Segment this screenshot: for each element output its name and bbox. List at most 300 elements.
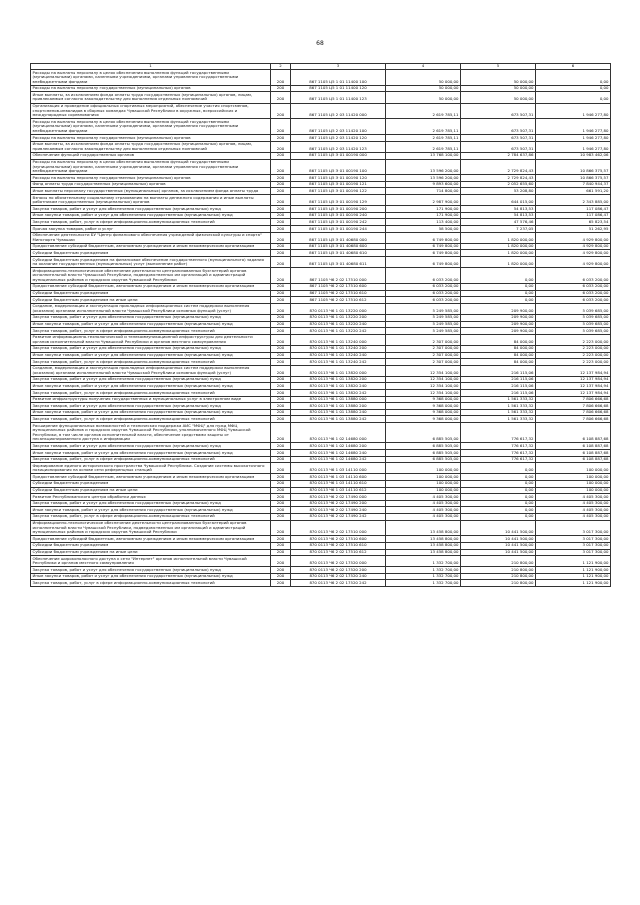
line-code-cell: 200 (271, 345, 291, 352)
approved-amount-cell: 100 000,00 (386, 463, 461, 474)
unexecuted-amount-cell: 117 086,47 (536, 206, 611, 213)
table-row (31, 567, 611, 574)
expense-name-cell: Обеспечение широкополосного доступа к сети "Интернет" органов исполнительной власти Чувашской Республики и органов местного самоуправления (31, 556, 271, 567)
unexecuted-amount-cell: 1 946 277,80 (536, 119, 611, 135)
approved-amount-cell: 4 405 300,00 (386, 494, 461, 501)
approved-amount-cell: 13 458 800,00 (386, 542, 461, 549)
line-code-cell: 200 (271, 456, 291, 463)
executed-amount-cell: 0,00 (461, 487, 536, 494)
expense-name-cell: Информационно-технологическое обеспечение деятельности централизованных бухгалтерий органов исполнительной власти Чувашской Республики, подведомственных им организаций и администраций муниципальных районов и городских округов Чувашской Республики (31, 268, 271, 284)
budget-classification-code-cell: 867 1105 Ц5 2 03 11420 100 (291, 119, 386, 135)
executed-amount-cell: 209 900,00 (461, 303, 536, 314)
table-row (31, 513, 611, 520)
approved-amount-cell: 6 749 800,00 (386, 257, 461, 268)
unexecuted-amount-cell: 1 121 900,00 (536, 573, 611, 580)
expense-name-cell: Предоставление субсидий бюджетным, автономным учреждениям и иным некоммерческим организациям (31, 243, 271, 250)
table-row (31, 257, 611, 268)
table-row (31, 383, 611, 390)
unexecuted-amount-cell: 5 039 685,00 (536, 303, 611, 314)
table-row (31, 450, 611, 457)
executed-amount-cell: 776 617,32 (461, 450, 536, 457)
unexecuted-amount-cell: 0,00 (536, 92, 611, 103)
budget-classification-code-cell: 870 0113 Ч6 2 02 17490 242 (291, 513, 386, 520)
approved-amount-cell: 6 033 200,00 (386, 297, 461, 304)
executed-amount-cell: 216 115,06 (461, 390, 536, 397)
approved-amount-cell: 1 332 700,00 (386, 573, 461, 580)
table-row (31, 520, 611, 536)
line-code-cell: 200 (271, 283, 291, 290)
unexecuted-amount-cell: 100 000,00 (536, 463, 611, 474)
line-code-cell: 200 (271, 85, 291, 92)
expense-name-cell: Организация и проведение официальных спортивных мероприятий, обеспечение участия спортсменов, спортсменов-инвалидов в сборных командах Чувашской Республики в окружных, всероссийских и международных соревнованиях (31, 103, 271, 119)
table-row (31, 232, 611, 243)
expense-name-cell: Субсидии бюджетным учреждениям на иные цели (31, 549, 271, 556)
approved-amount-cell: 5 249 585,00 (386, 328, 461, 335)
line-code-cell: 200 (271, 334, 291, 345)
table-row (31, 474, 611, 481)
unexecuted-amount-cell: 2 223 000,00 (536, 334, 611, 345)
budget-classification-code-cell: 867 1105 Ц5 Э 01 00190 242 (291, 219, 386, 226)
expense-name-cell: Закупка товаров, работ, услуг в сфере информационно-коммуникационных технологий (31, 513, 271, 520)
table-row (31, 70, 611, 86)
executed-amount-cell: 2 784 637,86 (461, 152, 536, 159)
expense-name-cell: Субсидии бюджетным учреждениям на иные цели (31, 297, 271, 304)
budget-classification-code-cell: 870 0113 Ч6 1 01 13240 242 (291, 359, 386, 366)
expense-name-cell: Развитие инфраструктуры получения государственных и муниципальных услуг в электронном виде (31, 396, 271, 403)
executed-amount-cell: 673 507,31 (461, 141, 536, 152)
unexecuted-amount-cell: 6 033 200,00 (536, 268, 611, 284)
approved-amount-cell: 9 368 000,00 (386, 416, 461, 423)
table-row (31, 219, 611, 226)
table-row (31, 206, 611, 213)
budget-classification-code-cell: 867 1105 Ц5 Э 01 00190 000 (291, 152, 386, 159)
expense-name-cell: Субсидии бюджетным учреждениям (31, 250, 271, 257)
expense-name-cell: Закупка товаров, работ и услуг для обеспечения государственных (муниципальных) нужд (31, 567, 271, 574)
budget-classification-code-cell: 870 0113 Ч6 2 02 17510 000 (291, 520, 386, 536)
column-number: 2 (271, 64, 291, 70)
expense-name-cell: Закупка товаров, работ и услуг для обеспечения государственных (муниципальных) нужд (31, 206, 271, 213)
line-code-cell: 200 (271, 226, 291, 233)
expense-name-cell: Закупка товаров, работ и услуг для обеспечения государственных (муниципальных) нужд (31, 500, 271, 507)
executed-amount-cell: 210 800,00 (461, 580, 536, 587)
approved-amount-cell: 50 000,00 (386, 92, 461, 103)
executed-amount-cell: 210 800,00 (461, 567, 536, 574)
column-number: 4 (386, 64, 461, 70)
approved-amount-cell: 4 405 300,00 (386, 507, 461, 514)
executed-amount-cell: 0,00 (461, 463, 536, 474)
expense-name-cell: Субсидии бюджетным учреждениям (31, 480, 271, 487)
approved-amount-cell: 4 405 300,00 (386, 513, 461, 520)
line-code-cell: 200 (271, 520, 291, 536)
approved-amount-cell: 9 368 000,00 (386, 403, 461, 410)
table-row (31, 188, 611, 195)
line-code-cell: 200 (271, 409, 291, 416)
budget-classification-code-cell: 867 1105 Ц5 Э 01 00190 100 (291, 159, 386, 175)
budget-classification-code-cell: 870 0113 Ч6 2 02 17520 200 (291, 567, 386, 574)
line-code-cell: 200 (271, 212, 291, 219)
line-code-cell: 200 (271, 450, 291, 457)
approved-amount-cell: 12 354 100,00 (386, 390, 461, 397)
approved-amount-cell: 1 332 700,00 (386, 580, 461, 587)
line-code-cell: 200 (271, 119, 291, 135)
expense-name-cell: Создание, модернизация и эксплуатация прикладных информационных систем поддержки выполнения (оказания) органами исполнительной власти Чувашской Республики основных функций (услуг) (31, 365, 271, 376)
line-code-cell: 200 (271, 243, 291, 250)
table-row (31, 328, 611, 335)
table-row (31, 152, 611, 159)
expense-name-cell: Иные выплаты, за исключением фонда оплаты труда государственных (муниципальных) органов, лицам, привлекаемым согласно законодательству для выполнения отдельных полномочий (31, 92, 271, 103)
table-row (31, 345, 611, 352)
table-row (31, 365, 611, 376)
unexecuted-amount-cell: 12 137 984,94 (536, 376, 611, 383)
budget-classification-code-cell: 870 0113 Ч6 2 02 17490 200 (291, 500, 386, 507)
expense-name-cell: Закупка товаров, работ, услуг в сфере информационно-коммуникационных технологий (31, 580, 271, 587)
line-code-cell: 200 (271, 219, 291, 226)
budget-classification-code-cell: 870 0113 Ч6 1 01 13880 200 (291, 403, 386, 410)
approved-amount-cell: 12 354 100,00 (386, 383, 461, 390)
line-code-cell: 200 (271, 443, 291, 450)
line-code-cell: 200 (271, 423, 291, 443)
unexecuted-amount-cell: 4 405 300,00 (536, 500, 611, 507)
budget-classification-code-cell: 870 0113 Ч6 1 01 13880 242 (291, 416, 386, 423)
expense-name-cell: Расходы на выплаты персоналу государственных (муниципальных) органов (31, 85, 271, 92)
approved-amount-cell: 2 987 900,00 (386, 195, 461, 206)
executed-amount-cell: 1 561 333,32 (461, 403, 536, 410)
executed-amount-cell: 1 820 000,00 (461, 243, 536, 250)
line-code-cell: 200 (271, 573, 291, 580)
budget-classification-code-cell: 867 1105 Ч6 2 02 17510 610 (291, 290, 386, 297)
line-code-cell: 200 (271, 268, 291, 284)
unexecuted-amount-cell: 10 866 375,57 (536, 159, 611, 175)
line-code-cell: 200 (271, 463, 291, 474)
expense-name-cell: Предоставление субсидий бюджетным, автономным учреждениям и иным некоммерческим организациям (31, 536, 271, 543)
unexecuted-amount-cell: 7 806 666,68 (536, 409, 611, 416)
executed-amount-cell: 210 800,00 (461, 573, 536, 580)
budget-classification-code-cell: 870 0113 Ч6 1 02 14680 240 (291, 450, 386, 457)
approved-amount-cell: 113 400,00 (386, 219, 461, 226)
executed-amount-cell: 54 813,53 (461, 212, 536, 219)
line-code-cell: 200 (271, 365, 291, 376)
budget-classification-code-cell: 870 0113 Ч6 1 03 14110 000 (291, 463, 386, 474)
line-code-cell: 200 (271, 175, 291, 182)
executed-amount-cell: 2 729 824,43 (461, 159, 536, 175)
executed-amount-cell: 216 115,06 (461, 383, 536, 390)
line-code-cell: 200 (271, 390, 291, 397)
table-row (31, 396, 611, 403)
approved-amount-cell: 1 332 700,00 (386, 567, 461, 574)
expense-name-cell: Иные выплаты, за исключением фонда оплаты труда государственных (муниципальных) органов, лицам, привлекаемым согласно законодательству для выполнения отдельных полномочий (31, 141, 271, 152)
line-code-cell: 200 (271, 376, 291, 383)
table-row (31, 443, 611, 450)
expense-name-cell: Иные закупки товаров, работ и услуг для обеспечения государственных (муниципальных) нужд (31, 573, 271, 580)
table-row (31, 416, 611, 423)
budget-classification-code-cell: 870 0113 Ч6 1 01 13240 240 (291, 352, 386, 359)
executed-amount-cell: 84 000,00 (461, 352, 536, 359)
unexecuted-amount-cell: 7 806 666,68 (536, 403, 611, 410)
expense-name-cell: Иные закупки товаров, работ и услуг для обеспечения государственных (муниципальных) нужд (31, 450, 271, 457)
executed-amount-cell: 84 000,00 (461, 334, 536, 345)
approved-amount-cell: 2 307 000,00 (386, 359, 461, 366)
table-row (31, 494, 611, 501)
approved-amount-cell: 5 249 585,00 (386, 303, 461, 314)
executed-amount-cell: 776 617,32 (461, 423, 536, 443)
table-row (31, 135, 611, 142)
unexecuted-amount-cell: 7 806 666,68 (536, 396, 611, 403)
executed-amount-cell: 2 729 824,43 (461, 175, 536, 182)
approved-amount-cell: 6 033 200,00 (386, 283, 461, 290)
approved-amount-cell: 2 619 785,11 (386, 119, 461, 135)
executed-amount-cell: 50 000,00 (461, 92, 536, 103)
table-row (31, 243, 611, 250)
expense-name-cell: Субсидии бюджетным учреждениям на финансовое обеспечение государственного (муниципального) задания на оказание государственных (муниципальных) услуг (выполнение работ) (31, 257, 271, 268)
unexecuted-amount-cell: 5 039 685,00 (536, 314, 611, 321)
executed-amount-cell: 1 820 000,00 (461, 250, 536, 257)
budget-classification-code-cell: 870 0113 Ч6 1 01 13820 200 (291, 376, 386, 383)
budget-classification-code-cell: 867 1105 Ц5 2 03 11420 000 (291, 103, 386, 119)
approved-amount-cell: 6 749 800,00 (386, 243, 461, 250)
approved-amount-cell: 100 000,00 (386, 480, 461, 487)
table-row (31, 580, 611, 587)
table-row (31, 290, 611, 297)
expense-name-cell: Субсидии бюджетным учреждениям (31, 542, 271, 549)
table-row (31, 175, 611, 182)
approved-amount-cell: 6 885 505,00 (386, 443, 461, 450)
line-code-cell: 200 (271, 513, 291, 520)
line-code-cell: 200 (271, 328, 291, 335)
approved-amount-cell: 6 749 800,00 (386, 232, 461, 243)
budget-classification-code-cell: 870 0113 Ч6 1 02 14680 200 (291, 443, 386, 450)
executed-amount-cell: 50 000,00 (461, 85, 536, 92)
line-code-cell: 200 (271, 314, 291, 321)
line-code-cell: 200 (271, 152, 291, 159)
expense-name-cell: Расходы на выплаты персоналу в целях обеспечения выполнения функций государственными (муниципальными) органами, казенными учреждениями, органами управления государственными внебюджетными фондами (31, 159, 271, 175)
table-row (31, 85, 611, 92)
expense-name-cell: Расширение функциональных возможностей и техническая поддержка АИС "МФЦ" для нужд МФЦ муниципальных районов и городских округов Чувашской Республики, уполномоченного МФЦ Чувашской Республики, в том числе органов исполнительной власти, обеспечение средствами защиты от несанкционированного доступа к информации (31, 423, 271, 443)
unexecuted-amount-cell: 4 929 800,00 (536, 232, 611, 243)
expense-name-cell: Закупка товаров, работ, услуг в сфере информационно-коммуникационных технологий (31, 390, 271, 397)
executed-amount-cell: 50 000,00 (461, 70, 536, 86)
column-number: 1 (31, 64, 271, 70)
line-code-cell: 200 (271, 542, 291, 549)
executed-amount-cell: 673 507,31 (461, 119, 536, 135)
approved-amount-cell: 2 619 785,11 (386, 103, 461, 119)
executed-amount-cell: 209 900,00 (461, 314, 536, 321)
approved-amount-cell: 714 800,00 (386, 188, 461, 195)
budget-classification-code-cell: 867 1105 Ч6 2 02 17510 600 (291, 283, 386, 290)
budget-classification-code-cell: 867 1105 Ц5 1 01 11400 100 (291, 70, 386, 86)
table-row (31, 195, 611, 206)
approved-amount-cell: 100 000,00 (386, 487, 461, 494)
executed-amount-cell: 0,00 (461, 513, 536, 520)
budget-classification-code-cell: 870 0113 Ч6 1 03 14110 610 (291, 480, 386, 487)
line-code-cell: 200 (271, 403, 291, 410)
unexecuted-amount-cell: 3 017 300,00 (536, 520, 611, 536)
line-code-cell: 200 (271, 359, 291, 366)
unexecuted-amount-cell: 6 033 200,00 (536, 283, 611, 290)
unexecuted-amount-cell: 65 823,54 (536, 219, 611, 226)
executed-amount-cell: 10 441 500,00 (461, 520, 536, 536)
budget-classification-code-cell: 867 1105 Ч6 2 02 17510 612 (291, 297, 386, 304)
unexecuted-amount-cell: 2 223 000,00 (536, 345, 611, 352)
line-code-cell: 200 (271, 195, 291, 206)
expense-name-cell: Субсидии бюджетным учреждениям на иные цели (31, 487, 271, 494)
line-code-cell: 200 (271, 232, 291, 243)
approved-amount-cell: 171 900,00 (386, 212, 461, 219)
approved-amount-cell: 9 368 000,00 (386, 409, 461, 416)
table-row (31, 119, 611, 135)
unexecuted-amount-cell: 6 033 200,00 (536, 290, 611, 297)
unexecuted-amount-cell: 6 108 887,68 (536, 443, 611, 450)
unexecuted-amount-cell: 7 806 666,68 (536, 416, 611, 423)
executed-amount-cell: 776 617,32 (461, 443, 536, 450)
table-row (31, 250, 611, 257)
unexecuted-amount-cell: 3 017 300,00 (536, 542, 611, 549)
budget-classification-code-cell: 867 1105 Ц5 2 03 11420 120 (291, 135, 386, 142)
executed-amount-cell: 0,00 (461, 480, 536, 487)
line-code-cell: 200 (271, 507, 291, 514)
table-row (31, 359, 611, 366)
expense-name-cell: Закупка товаров, работ, услуг в сфере информационно-коммуникационных технологий (31, 219, 271, 226)
approved-amount-cell: 1 332 700,00 (386, 556, 461, 567)
budget-classification-code-cell: 867 1105 Ц5 Э 01 00190 120 (291, 175, 386, 182)
approved-amount-cell: 13 458 800,00 (386, 549, 461, 556)
unexecuted-amount-cell: 4 405 300,00 (536, 507, 611, 514)
approved-amount-cell: 9 368 000,00 (386, 396, 461, 403)
line-code-cell: 200 (271, 297, 291, 304)
expense-name-cell: Расходы на выплаты персоналу в целях обеспечения выполнения функций государственными (муниципальными) органами, казенными учреждениями, органами управления государственными внебюджетными фондами (31, 119, 271, 135)
expense-name-cell: Закупка товаров, работ и услуг для обеспечения государственных (муниципальных) нужд (31, 376, 271, 383)
executed-amount-cell: 673 507,31 (461, 135, 536, 142)
approved-amount-cell: 12 354 100,00 (386, 365, 461, 376)
line-code-cell: 200 (271, 396, 291, 403)
expense-name-cell: Информационно-технологическое обеспечение деятельности централизованных бухгалтерий органов исполнительной власти Чувашской Республики, подведомственных им организаций и администраций муниципальных районов и городских округов Чувашской Республики (31, 520, 271, 536)
table-row (31, 500, 611, 507)
expense-name-cell: Закупка товаров, работ и услуг для обеспечения государственных (муниципальных) нужд (31, 443, 271, 450)
expense-name-cell: Иные закупки товаров, работ и услуг для обеспечения государственных (муниципальных) нужд (31, 383, 271, 390)
executed-amount-cell: 7 237,05 (461, 226, 536, 233)
unexecuted-amount-cell: 7 840 944,37 (536, 181, 611, 188)
table-row (31, 487, 611, 494)
approved-amount-cell: 6 885 505,00 (386, 423, 461, 443)
line-code-cell: 200 (271, 206, 291, 213)
executed-amount-cell: 1 561 333,32 (461, 396, 536, 403)
approved-amount-cell: 9 893 600,00 (386, 181, 461, 188)
executed-amount-cell: 210 800,00 (461, 556, 536, 567)
approved-amount-cell: 2 307 000,00 (386, 352, 461, 359)
expense-name-cell: Фонд оплаты труда государственных (муниципальных) органов (31, 181, 271, 188)
expense-name-cell: Субсидии бюджетным учреждениям (31, 290, 271, 297)
budget-classification-code-cell: 867 1105 Ц5 Э 01 00190 200 (291, 206, 386, 213)
executed-amount-cell: 1 820 000,00 (461, 257, 536, 268)
budget-classification-code-cell: 870 0113 Ч6 1 01 13820 000 (291, 365, 386, 376)
budget-classification-code-cell: 870 0113 Ч6 2 02 17520 242 (291, 580, 386, 587)
line-code-cell: 200 (271, 303, 291, 314)
unexecuted-amount-cell: 117 086,47 (536, 212, 611, 219)
expense-name-cell: Закупка товаров, работ, услуг в сфере информационно-коммуникационных технологий (31, 328, 271, 335)
expense-name-cell: Расходы на выплаты персоналу государственных (муниципальных) органов (31, 135, 271, 142)
table-row (31, 181, 611, 188)
expense-name-cell: Иные закупки товаров, работ и услуг для обеспечения государственных (муниципальных) нужд (31, 409, 271, 416)
budget-classification-code-cell: 870 0113 Ч6 1 02 14680 242 (291, 456, 386, 463)
line-code-cell: 200 (271, 290, 291, 297)
executed-amount-cell: 0,00 (461, 297, 536, 304)
budget-classification-code-cell: 867 1105 Ч6 2 02 17510 000 (291, 268, 386, 284)
expense-name-cell: Закупка товаров, работ и услуг для обеспечения государственных (муниципальных) нужд (31, 403, 271, 410)
table-row (31, 103, 611, 119)
executed-amount-cell: 10 441 500,00 (461, 536, 536, 543)
unexecuted-amount-cell: 2 223 000,00 (536, 359, 611, 366)
line-code-cell: 200 (271, 352, 291, 359)
expense-name-cell: Иные закупки товаров, работ и услуг для обеспечения государственных (муниципальных) нужд (31, 321, 271, 328)
line-code-cell: 200 (271, 257, 291, 268)
unexecuted-amount-cell: 4 405 300,00 (536, 494, 611, 501)
table-row (31, 536, 611, 543)
budget-classification-code-cell: 870 0113 Ч6 1 01 13220 240 (291, 321, 386, 328)
unexecuted-amount-cell: 2 343 885,00 (536, 195, 611, 206)
budget-classification-code-cell: 867 1105 Ц5 Э 01 00190 240 (291, 212, 386, 219)
unexecuted-amount-cell: 0,00 (536, 70, 611, 86)
line-code-cell: 200 (271, 480, 291, 487)
expense-name-cell: Иные закупки товаров, работ и услуг для обеспечения государственных (муниципальных) нужд (31, 507, 271, 514)
table-row (31, 463, 611, 474)
expense-name-cell: Закупка товаров, работ и услуг для обеспечения государственных (муниципальных) нужд (31, 314, 271, 321)
approved-amount-cell: 5 249 585,00 (386, 314, 461, 321)
executed-amount-cell: 0,00 (461, 290, 536, 297)
unexecuted-amount-cell: 3 017 300,00 (536, 549, 611, 556)
executed-amount-cell: 776 617,32 (461, 456, 536, 463)
unexecuted-amount-cell: 4 929 800,00 (536, 243, 611, 250)
budget-classification-code-cell: 867 1105 Ц5 Э 01 00190 121 (291, 181, 386, 188)
executed-amount-cell: 0,00 (461, 507, 536, 514)
table-row (31, 409, 611, 416)
expense-name-cell: Обеспечение деятельности БУ "Центр финансового обеспечения учреждений физической культуры и спорта" Минспорта Чувашии (31, 232, 271, 243)
table-row (31, 549, 611, 556)
budget-classification-code-cell: 870 0113 Ч6 1 01 13240 200 (291, 345, 386, 352)
budget-classification-code-cell: 867 1105 Ц5 2 03 11420 123 (291, 141, 386, 152)
budget-classification-code-cell: 870 0113 Ч6 1 01 13220 200 (291, 314, 386, 321)
budget-classification-code-cell: 870 0113 Ч6 2 02 17490 000 (291, 494, 386, 501)
unexecuted-amount-cell: 12 137 984,94 (536, 365, 611, 376)
unexecuted-amount-cell: 10 983 462,06 (536, 152, 611, 159)
line-code-cell: 200 (271, 494, 291, 501)
unexecuted-amount-cell: 1 121 900,00 (536, 567, 611, 574)
approved-amount-cell: 13 458 800,00 (386, 520, 461, 536)
approved-amount-cell: 2 619 785,11 (386, 141, 461, 152)
executed-amount-cell: 10 441 500,00 (461, 549, 536, 556)
unexecuted-amount-cell: 6 033 200,00 (536, 297, 611, 304)
unexecuted-amount-cell: 4 929 800,00 (536, 257, 611, 268)
unexecuted-amount-cell: 0,00 (536, 85, 611, 92)
line-code-cell: 200 (271, 580, 291, 587)
budget-classification-code-cell: 870 0113 Ч6 1 01 13220 000 (291, 303, 386, 314)
executed-amount-cell: 0,00 (461, 474, 536, 481)
unexecuted-amount-cell: 100 000,00 (536, 487, 611, 494)
budget-classification-code-cell: 867 1105 Ц5 Э 01 40680 600 (291, 243, 386, 250)
approved-amount-cell: 6 885 505,00 (386, 456, 461, 463)
unexecuted-amount-cell: 1 946 277,80 (536, 141, 611, 152)
table-row (31, 390, 611, 397)
line-code-cell: 200 (271, 549, 291, 556)
table-row (31, 456, 611, 463)
expense-name-cell: Иные выплаты персоналу государственных (муниципальных) органов, за исключением фонда оплаты труда (31, 188, 271, 195)
approved-amount-cell: 13 458 800,00 (386, 536, 461, 543)
executed-amount-cell: 53 208,80 (461, 188, 536, 195)
table-row (31, 480, 611, 487)
line-code-cell: 200 (271, 92, 291, 103)
budget-classification-code-cell: 870 0113 Ч6 2 02 17520 240 (291, 573, 386, 580)
executed-amount-cell: 0,00 (461, 283, 536, 290)
budget-classification-code-cell: 870 0113 Ч6 2 02 17490 240 (291, 507, 386, 514)
budget-classification-code-cell: 870 0113 Ч6 2 02 17520 000 (291, 556, 386, 567)
